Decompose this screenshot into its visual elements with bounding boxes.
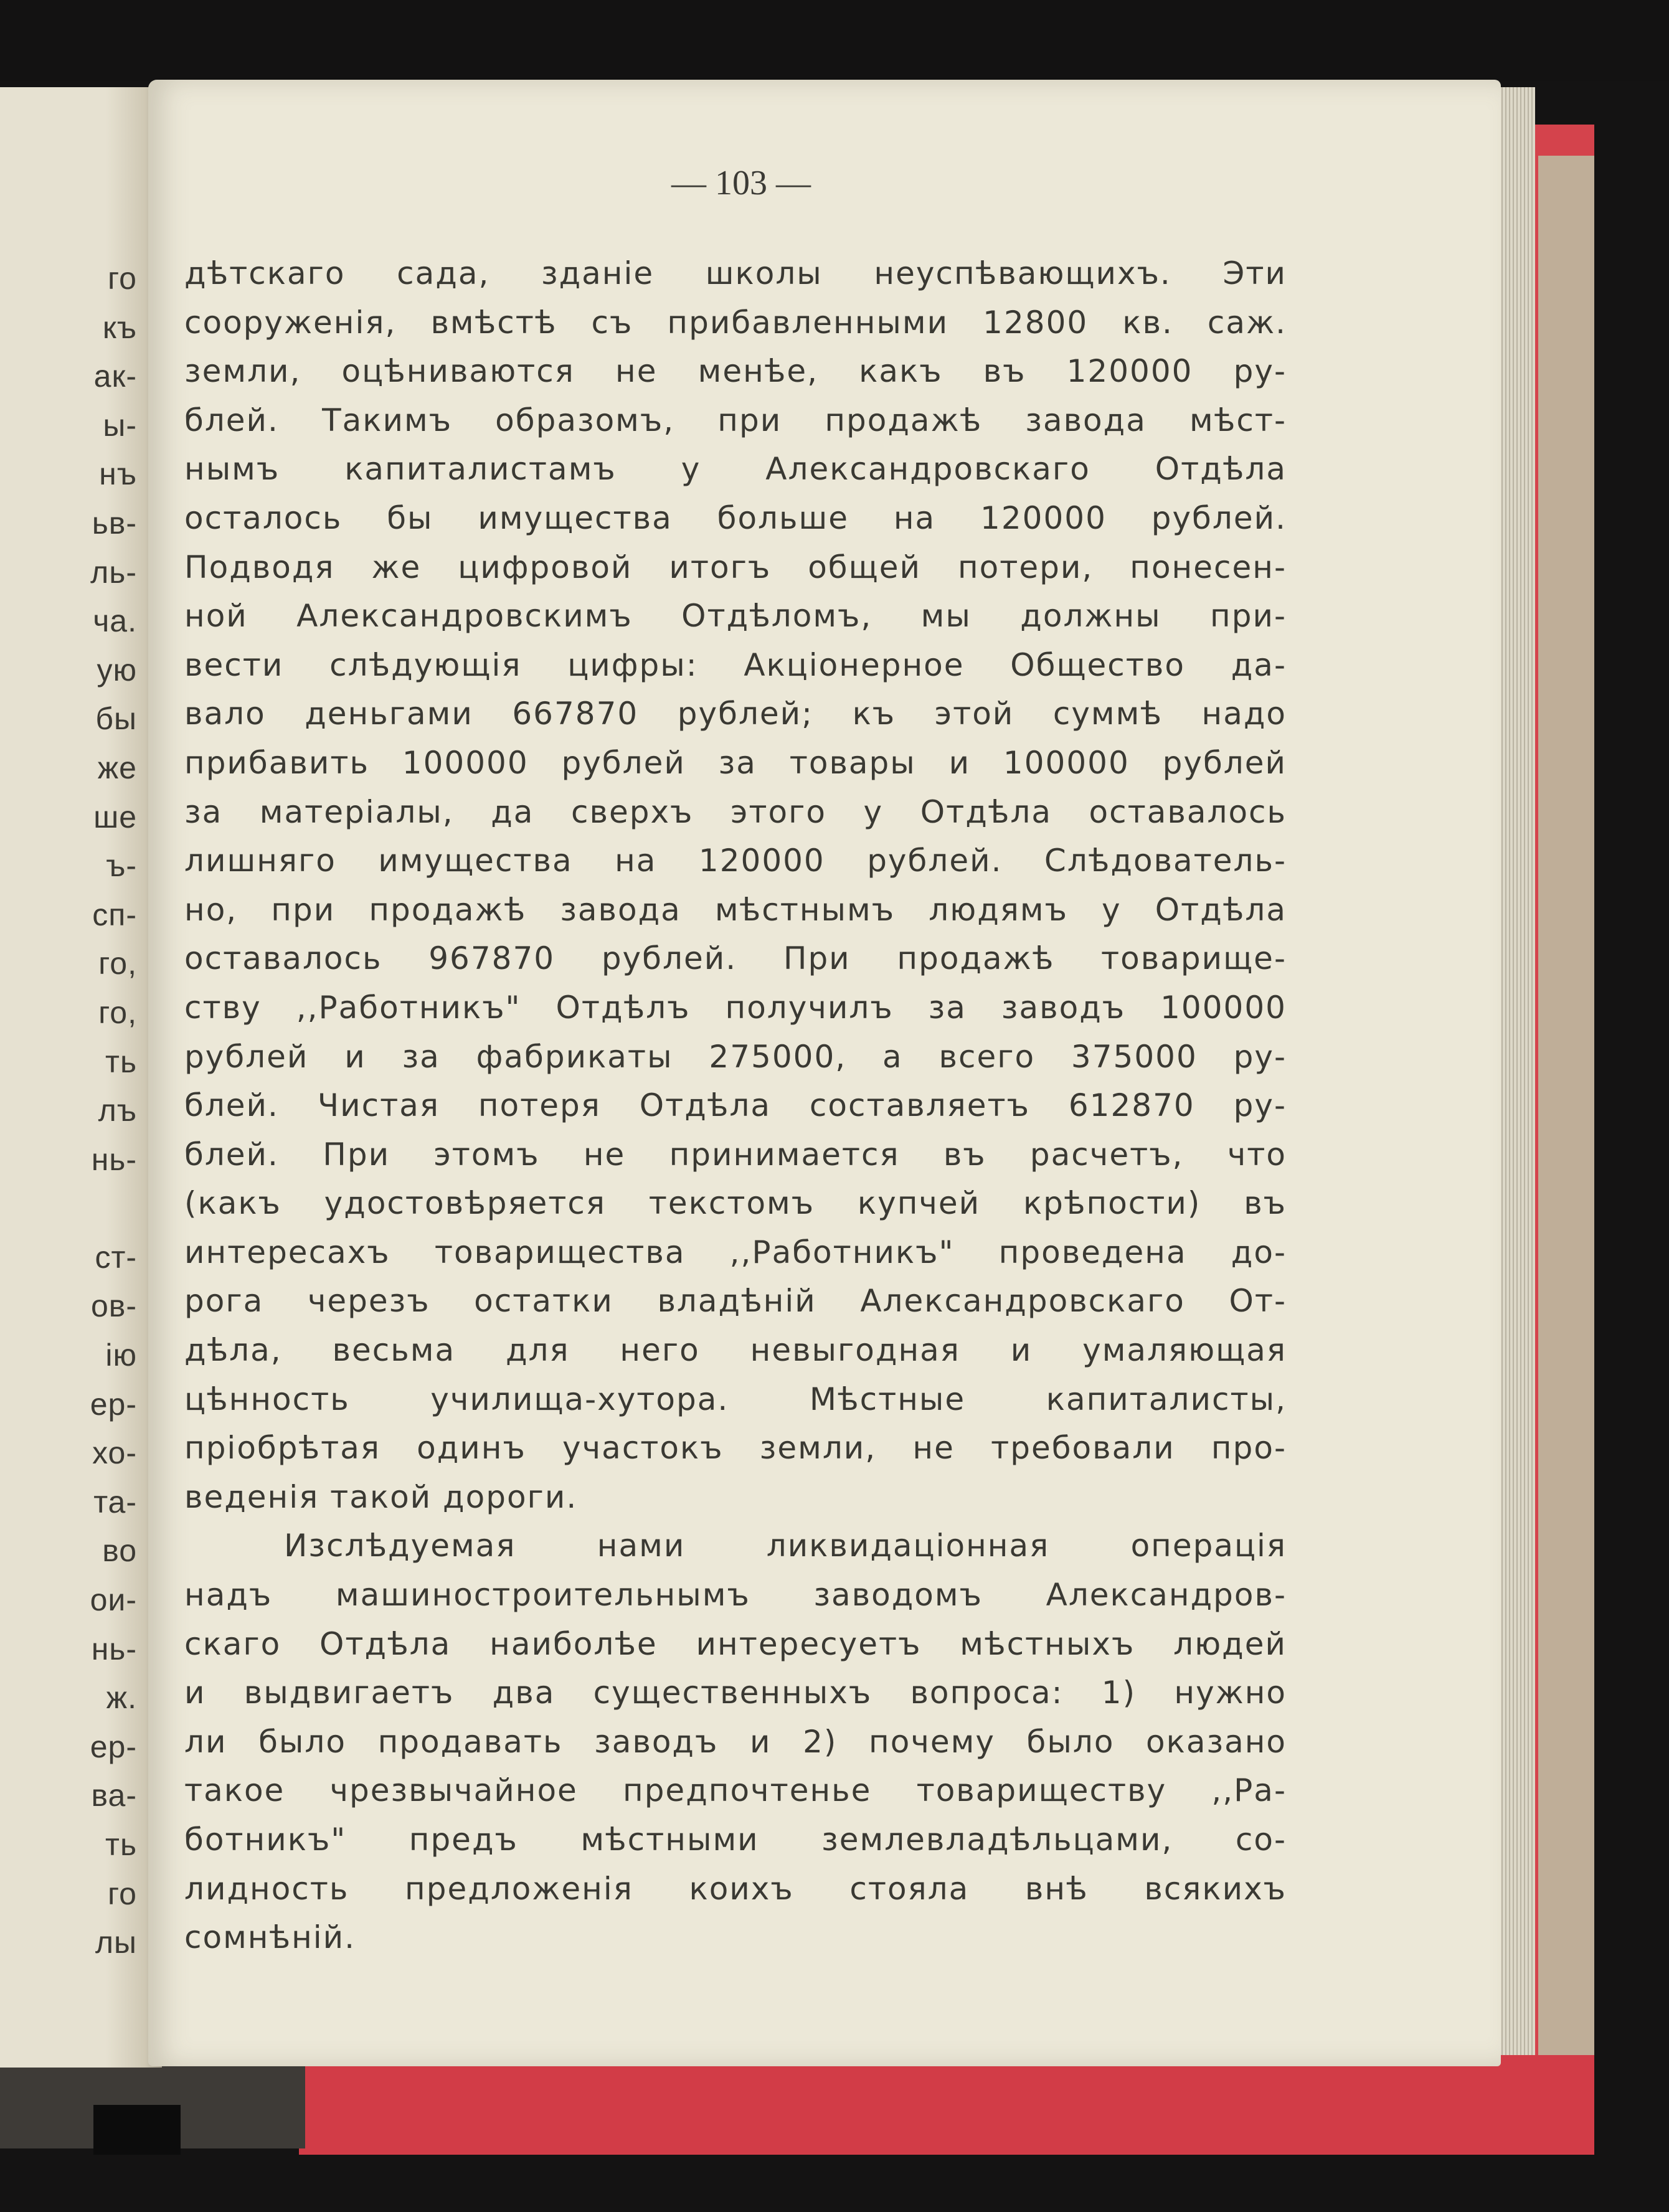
text-line: Подводя же цифровой итогъ общей потери, понесен- — [184, 549, 1287, 585]
left-page-fragment: та- — [93, 1484, 137, 1520]
left-page-fragment: ы- — [103, 407, 137, 443]
text-line: веденія такой дороги. — [184, 1478, 578, 1515]
text-line: ной Александровскимъ Отдѣломъ, мы должны при- — [184, 598, 1287, 635]
left-page-fragment: ъ- — [106, 848, 137, 884]
left-page-fragment: го — [108, 261, 137, 296]
text-line: ству ,,Работникъ" Отдѣлъ получилъ за заводъ 100000 — [184, 989, 1287, 1026]
left-page-fragment: го, — [98, 946, 137, 981]
left-page-fragment: же — [97, 750, 137, 785]
text-line: надъ машиностроительнымъ заводомъ Александров- — [184, 1577, 1287, 1614]
left-page-fragment: ть — [105, 1044, 137, 1079]
text-line: такое чрезвычайное предпочтенье товариществу ,,Ра- — [184, 1772, 1287, 1809]
left-page-fragment: ть — [105, 1827, 137, 1862]
left-page-fragment: го, — [98, 995, 137, 1030]
scan-background — [0, 0, 1669, 81]
page-body — [184, 249, 1287, 1962]
text-line: блей. Чистая потеря Отдѣла составляетъ 612870 ру- — [184, 1087, 1287, 1124]
text-line: дѣла, весьма для него невыгодная и умаляющая — [184, 1332, 1287, 1369]
text-line: скаго Отдѣла наиболѣе интересуетъ мѣстныхъ людей — [184, 1625, 1287, 1662]
text-line: рублей и за фабрикаты 275000, а всего 375000 ру- — [184, 1038, 1287, 1075]
text-line: вести слѣдующія цифры: Акціонерное Общество да- — [184, 646, 1287, 683]
left-page-fragment: ст- — [95, 1239, 137, 1275]
left-page-fragment: хо- — [92, 1435, 137, 1471]
text-line: нымъ капиталистамъ у Александровскаго Отдѣла — [184, 451, 1287, 488]
left-page-fragment: ж. — [106, 1680, 137, 1716]
left-page-fragment: ію — [105, 1338, 137, 1373]
text-line: осталось бы имущества больше на 120000 рублей. — [184, 499, 1287, 536]
book-cover-board — [1538, 156, 1594, 2074]
left-page-fragment: нъ — [99, 456, 137, 492]
left-page-fragment: нь- — [91, 1141, 137, 1177]
text-line: за матеріалы, да сверхъ этого у Отдѣла оставалось — [184, 793, 1287, 830]
text-line: ботникъ" предъ мѣстными землевладѣльцами, со- — [184, 1822, 1287, 1858]
left-page-fragment: ер- — [90, 1386, 137, 1422]
left-page-fragment: ои- — [90, 1582, 137, 1618]
text-line: земли, оцѣниваются не менѣе, какъ въ 120000 ру- — [184, 353, 1287, 390]
left-page-fragment: го — [108, 1876, 137, 1911]
left-page-fragment: бы — [95, 701, 137, 737]
left-page-fragment: сп- — [92, 897, 137, 932]
text-line: рога черезъ остатки владѣній Александровскаго От- — [184, 1283, 1287, 1320]
book-cover-bottom — [299, 2055, 1594, 2155]
text-line: Изслѣдуемая нами ликвидаціонная операція — [284, 1528, 1287, 1564]
text-line: дѣтскаго сада, зданіе школы неуспѣвающихъ. Эти — [184, 255, 1287, 291]
text-line: блей. При этомъ не принимается въ расчетъ, что — [184, 1136, 1287, 1173]
left-page-fragment — [0, 1184, 137, 1233]
left-page-fragment: лы — [95, 1925, 137, 1960]
paragraph-1 — [184, 249, 1287, 1521]
left-page-fragment: во — [102, 1533, 137, 1569]
left-page-fragment: ше — [93, 799, 137, 834]
text-line: оставалось 967870 рублей. При продажѣ товарище- — [184, 940, 1287, 977]
page-number: — 103 — — [671, 164, 811, 202]
left-page-fragment: ча. — [93, 603, 137, 639]
text-line: вало деньгами 667870 рублей; къ этой суммѣ надо — [184, 696, 1287, 732]
paragraph-2 — [184, 1521, 1287, 1962]
left-page-fragment: ва- — [91, 1778, 137, 1813]
text-line: пріобрѣтая одинъ участокъ земли, не требовали про- — [184, 1430, 1287, 1467]
scan-corner-mask — [93, 2105, 181, 2155]
text-line: и выдвигаетъ два существенныхъ вопроса: 1) нужно — [184, 1675, 1287, 1711]
left-page-fragment: лъ — [98, 1093, 137, 1128]
left-page-fragment: къ — [102, 310, 137, 345]
left-page-text — [0, 254, 137, 1967]
text-line: но, при продажѣ завода мѣстнымъ людямъ у Отдѣла — [184, 891, 1287, 928]
left-page-fragment: нь- — [91, 1631, 137, 1666]
text-line: (какъ удостовѣряется текстомъ купчей крѣпости) въ — [184, 1185, 1287, 1222]
text-line: интересахъ товарищества ,,Работникъ" проведена до- — [184, 1234, 1287, 1270]
text-line: блей. Такимъ образомъ, при продажѣ завода мѣст- — [184, 402, 1287, 438]
text-line: лидность предложенія коихъ стояла внѣ всякихъ — [184, 1870, 1287, 1907]
text-line: лишняго имущества на 120000 рублей. Слѣдователь- — [184, 843, 1287, 879]
left-page-fragment: ер- — [90, 1729, 137, 1764]
left-page-fragment: ьв- — [92, 505, 137, 541]
left-page-fragment: ов- — [90, 1288, 137, 1324]
text-line: цѣнность училища-хутора. Мѣстные капиталисты, — [184, 1381, 1287, 1417]
left-page-fragment: ак- — [93, 359, 137, 394]
text-line: сооруженія, вмѣстѣ съ прибавленными 12800 кв. саж. — [184, 304, 1287, 341]
left-page-fragment: ль- — [90, 554, 137, 590]
text-line: прибавить 100000 рублей за товары и 100000 рублей — [184, 744, 1287, 781]
text-line: сомнѣній. — [184, 1919, 356, 1956]
left-page-fragment: ую — [97, 652, 137, 688]
text-line: ли было продавать заводъ и 2) почему было оказано — [184, 1723, 1287, 1760]
